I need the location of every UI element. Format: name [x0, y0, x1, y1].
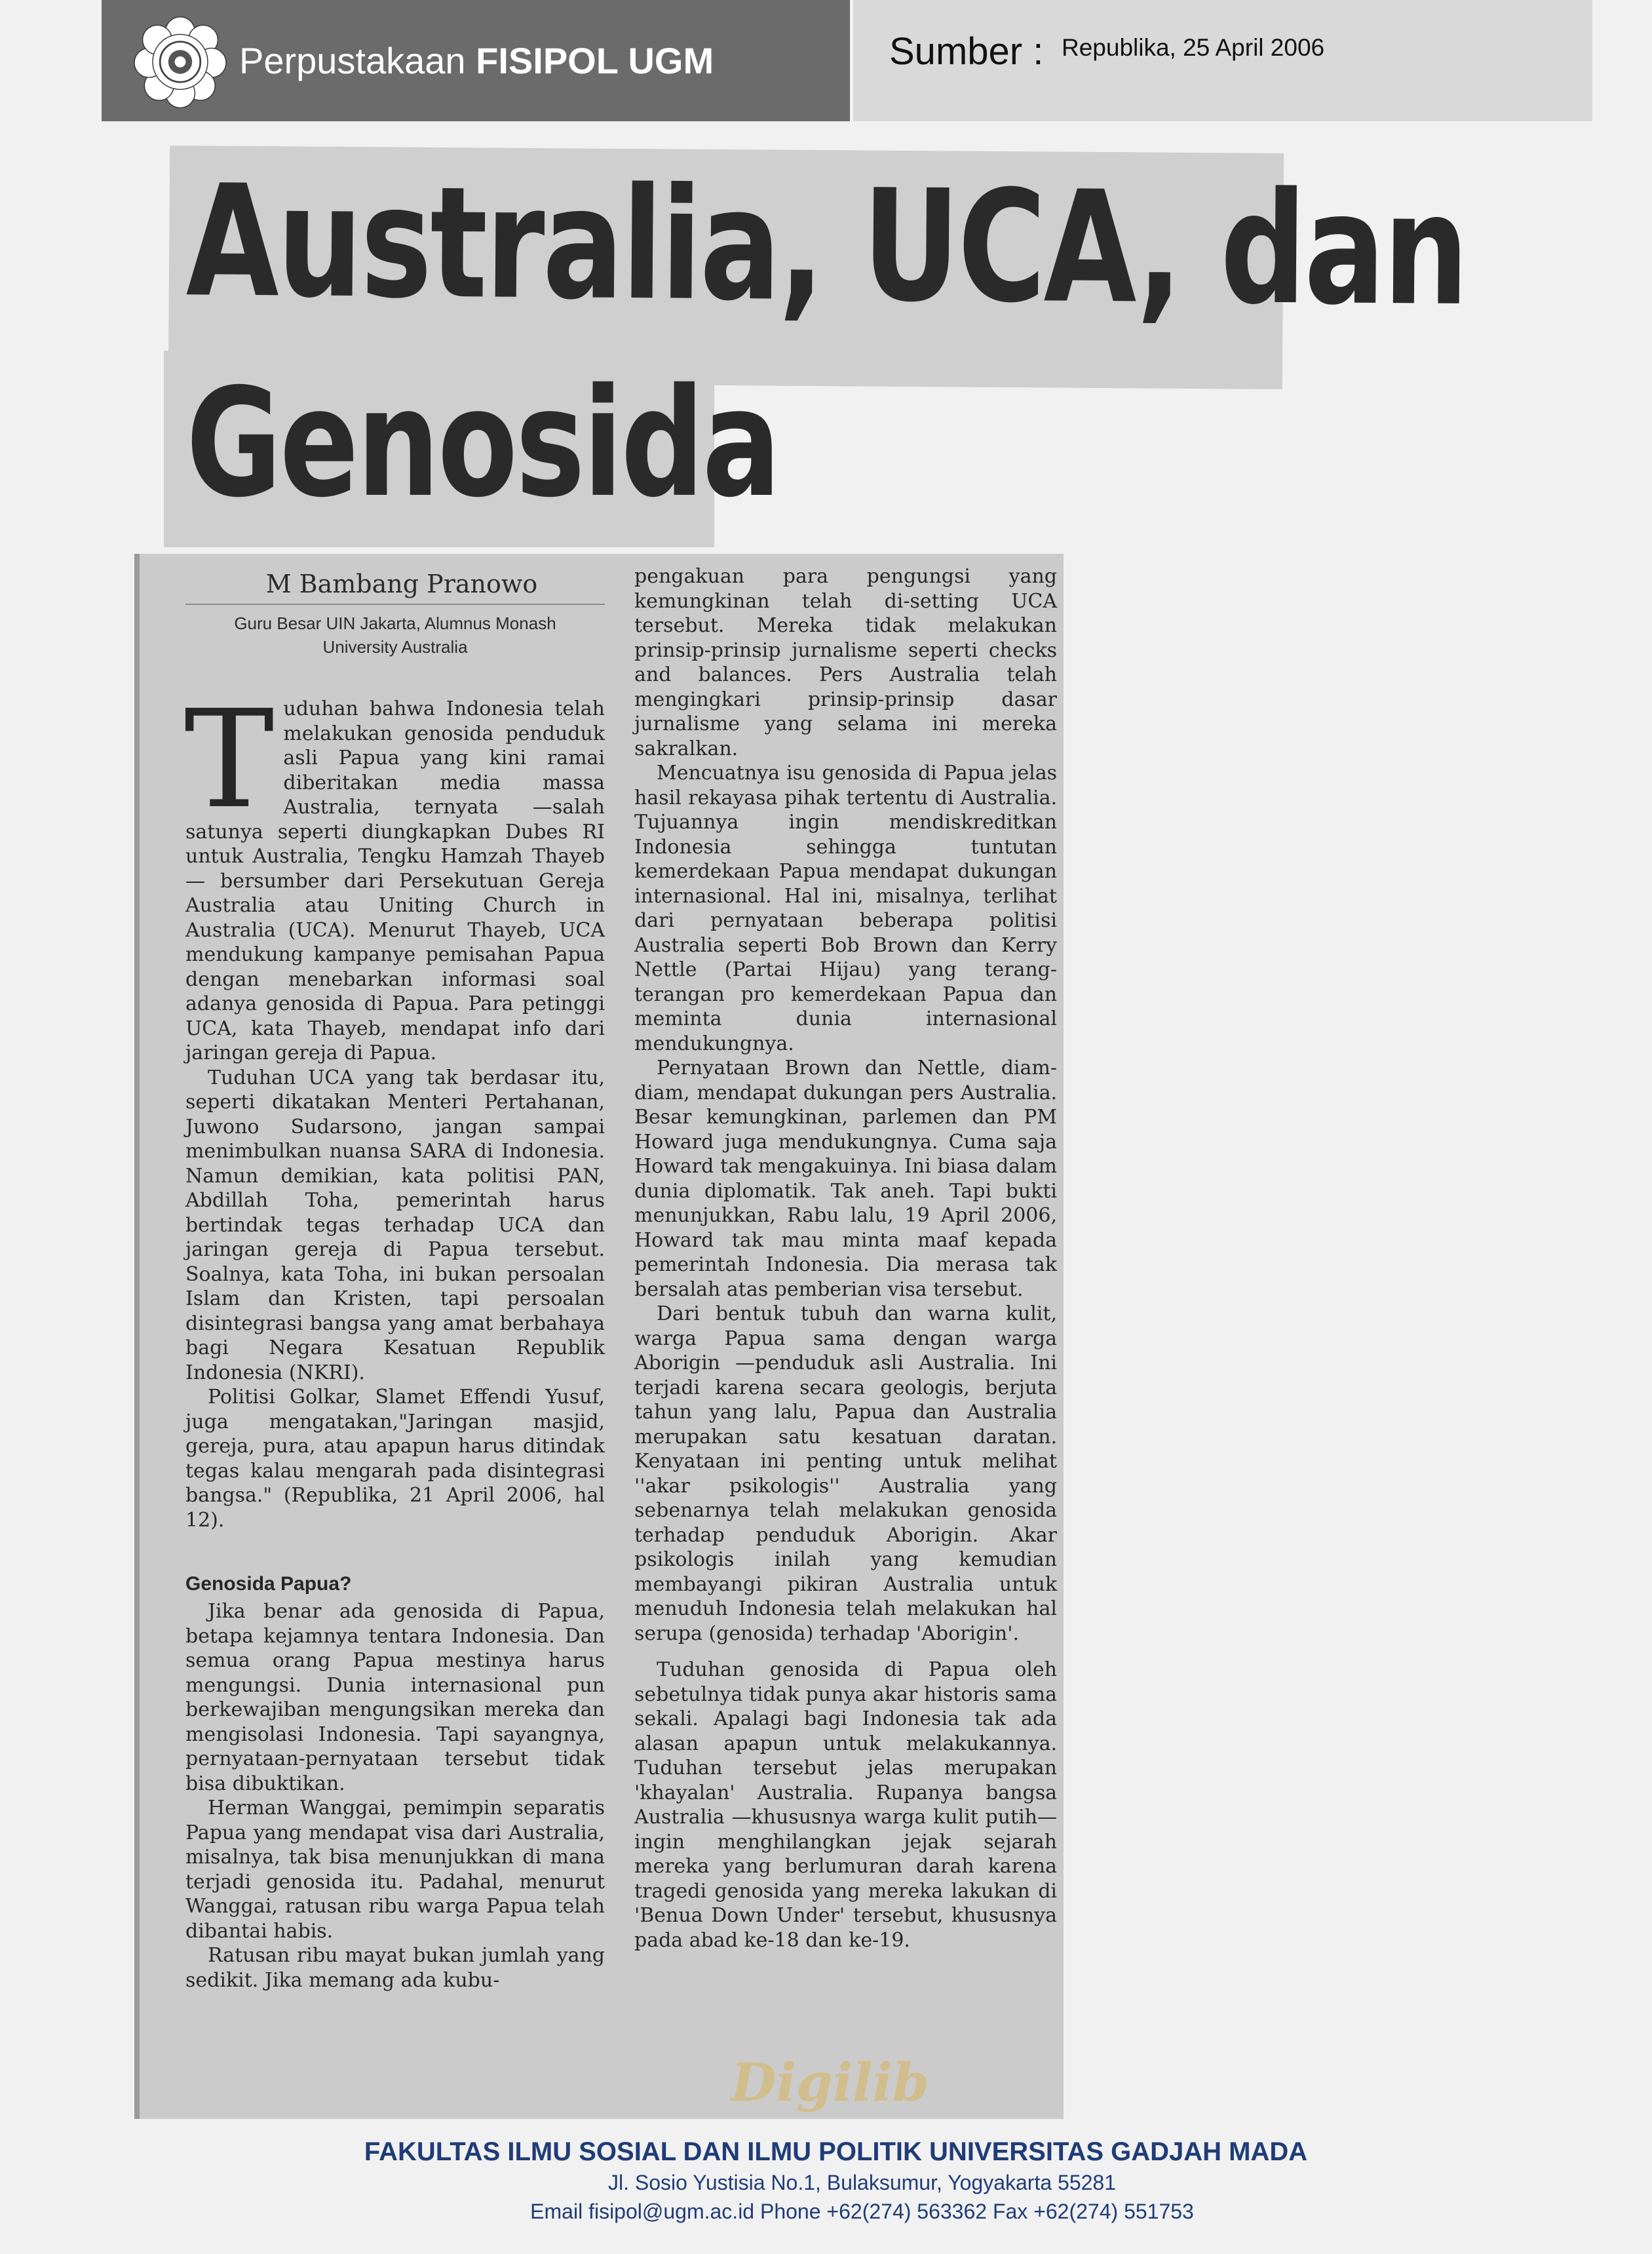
headline-clipping-2 — [164, 351, 779, 547]
paragraph: Herman Wanggai, pemimpin separatis Papua yang mendapat visa dari Australia, misalnya, tak bisa menunjukkan di mana terjadi genosida itu. Padahal, menurut Wanggai, ratusan ribu warga Papua telah dibantai habis. — [185, 1797, 605, 1943]
library-title: Perpustakaan FISIPOL UGM — [239, 40, 714, 81]
article-column-1 — [185, 560, 605, 1992]
source-panel — [853, 0, 1592, 121]
header-banner — [102, 0, 850, 121]
paragraph: Ratusan ribu mayat bukan jumlah yang sedikit. Jika memang ada kubu- — [185, 1944, 605, 1992]
article-clipping — [134, 554, 1064, 2119]
ugm-emblem-icon — [134, 15, 226, 107]
paragraph: Dari bentuk tubuh dan warna kulit, warga Papua sama dengan warga Aborigin —penduduk asli Australia. Ini terjadi karena secara geologis, berjuta tahun yang lalu, Papua dan Australia merupakan satu kesatuan daratan. Kenyataan ini penting untuk melihat ''akar psikologis'' Australia yang sebenarnya telah melakukan genosida terhadap penduduk Aborigin. Akar psikologis inilah yang kemudian membayangi pikiran Australia untuk menuduh Indonesia telah melakukan hal serupa (genosida) terhadap 'Aborigin'. — [634, 1302, 1057, 1645]
digilib-watermark — [724, 2038, 929, 2117]
headline-line-2: Genosida — [186, 356, 779, 530]
paragraph: Tuduhan genosida di Papua oleh sebetulnya tidak punya akar historis sama sekali. Apalagi bagi Indonesia tak ada alasan apapun untuk melakukannya. Tuduhan tersebut jelas merupakan 'khayalan' Australia. Rupanya bangsa Australia —khususnya warga kulit putih— ingin menghilangkan jejak sejarah mereka yang berlumuran darah karena tragedi genosida yang mereka lakukan di 'Benua Down Under' tersebut, khususnya pada abad ke-18 dan ke-19. — [634, 1658, 1057, 1952]
headline-line-1: Australia, UCA, dan — [185, 152, 1468, 340]
footer-address: Jl. Sosio Yustisia No.1, Bulaksumur, Yogyakarta 55281 — [608, 2171, 1116, 2194]
byline: M Bambang Pranowo — [185, 570, 605, 605]
author-affiliation: Guru Besar UIN Jakarta, Alumnus Monash University Australia — [234, 613, 556, 657]
footer — [0, 2135, 1652, 2226]
article-column-2 — [634, 564, 1057, 1953]
paragraph: Politisi Golkar, Slamet Effendi Yusuf, juga mengatakan,"Jaringan masjid, gereja, pura, atau apapun harus ditindak tegas kalau mengarah pada disintegrasi bangsa." (Republika, 21 April 2006, hal 12). — [185, 1386, 605, 1532]
footer-contact: Email fisipol@ugm.ac.id Phone +62(274) 563362 Fax +62(274) 551753 — [530, 2200, 1194, 2223]
paragraph: Pernyataan Brown dan Nettle, diam-diam, mendapat dukungan pers Australia. Besar kemungkinan, parlemen dan PM Howard juga mendukungnya. Cuma saja Howard tak mengakuinya. Ini biasa dalam dunia diplomatik. Tak aneh. Tapi bukti menunjukkan, Rabu lalu, 19 April 2006, Howard tak mau minta maaf kepada pemerintah Indonesia. Dia merasa tak bersalah atas pemberian visa tersebut. — [634, 1057, 1057, 1301]
watermark-text: Digilib — [731, 2051, 929, 2113]
paragraph: Tuduhan bahwa Indonesia telah melakukan genosida penduduk asli Papua yang kini ramai diberitakan media massa Australia, ternyata —salah satunya seperti diungkapkan Dubes RI untuk Australia, Tengku Hamzah Thayeb— bersumber dari Persekutuan Gereja Australia atau Uniting Church in Australia (UCA). Menurut Thayeb, UCA mendukung kampanye pemisahan Papua dengan menebarkan informasi soal adanya genosida di Papua. Para petinggi UCA, kata Thayeb, mendapat info dari jaringan gereja di Papua. — [184, 681, 605, 1064]
footer-faculty: FAKULTAS ILMU SOSIAL DAN ILMU POLITIK UNIVERSITAS GADJAH MADA — [364, 2137, 1308, 2166]
paragraph: pengakuan para pengungsi yang kemungkinan telah di-setting UCA tersebut. Mereka tidak melakukan prinsip-prinsip jurnalisme seperti checks and balances. Pers Australia telah mengingkari prinsip-prinsip dasar jurnalisme yang selama ini mereka sakralkan. — [634, 565, 1057, 760]
drop-cap: T — [184, 681, 275, 838]
paragraph: Jika benar ada genosida di Papua, betapa kejamnya tentara Indonesia. Dan semua orang Papua mestinya harus mengungsi. Dunia internasional pun berkewajiban mengungsikan mereka dan mengisolasi Indonesia. Tapi sayangnya, pernyataan-pernyataan tersebut tidak bisa dibuktikan. — [185, 1600, 605, 1795]
source-value: Republika, 25 April 2006 — [1062, 34, 1325, 61]
paragraph: Mencuatnya isu genosida di Papua jelas hasil rekayasa pihak tertentu di Australia. Tujuannya ingin mendiskreditkan Indonesia sehingga tuntutan kemerdekaan Papua mendapat dukungan internasional. Hal ini, misalnya, terlihat dari pernyataan beberapa politisi Australia seperti Bob Brown dan Kerry Nettle (Partai Hijau) yang terang-terangan pro kemerdekaan Papua dan meminta dunia internasional mendukungnya. — [634, 762, 1057, 1055]
section-subhead: Genosida Papua? — [185, 1573, 352, 1595]
paragraph: Tuduhan UCA yang tak berdasar itu, seperti dikatakan Menteri Pertahanan, Juwono Sudarsono, jangan sampai menimbulkan nuansa SARA di Indonesia. Namun demikian, kata politisi PAN, Abdillah Toha, pemerintah harus bertindak tegas terhadap UCA dan jaringan gereja di Papua tersebut. Soalnya, kata Toha, ini bukan persoalan Islam dan Kristen, tapi persoalan disintegrasi bangsa yang amat berbahaya bagi Negara Kesatuan Republik Indonesia (NKRI). — [185, 1066, 605, 1384]
source-label: Sumber : — [889, 30, 1044, 73]
